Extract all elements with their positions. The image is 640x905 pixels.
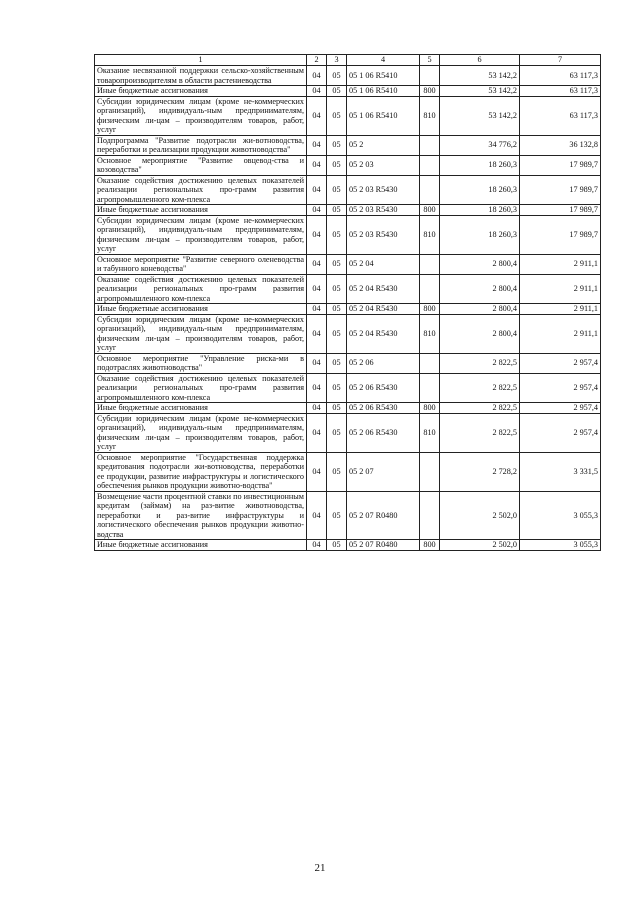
cell-expense-type bbox=[420, 254, 440, 274]
cell-name: Субсидии юридическим лицам (кроме не-коммерческих организаций), индивидуаль-ным предпринимателям, физическим ли-цам – производителям товаров, работ, услуг bbox=[95, 413, 307, 452]
cell-subsection: 05 bbox=[327, 155, 347, 175]
table-row bbox=[95, 403, 601, 414]
cell-section: 04 bbox=[307, 304, 327, 315]
cell-amount-year-2: 63 117,3 bbox=[520, 86, 601, 97]
cell-amount-year-2: 17 989,7 bbox=[520, 155, 601, 175]
cell-amount-year-1: 2 800,4 bbox=[440, 304, 520, 315]
cell-section: 04 bbox=[307, 274, 327, 304]
table-row bbox=[95, 304, 601, 315]
cell-name: Подпрограмма "Развитие подотрасли жи-вотноводства, переработки и реализации продукции животноводства" bbox=[95, 135, 307, 155]
cell-amount-year-1: 2 822,5 bbox=[440, 373, 520, 403]
cell-target-article: 05 2 06 R5430 bbox=[347, 413, 420, 452]
cell-target-article: 05 2 03 bbox=[347, 155, 420, 175]
cell-amount-year-2: 63 117,3 bbox=[520, 96, 601, 135]
cell-expense-type: 800 bbox=[420, 540, 440, 551]
cell-target-article: 05 1 06 R5410 bbox=[347, 66, 420, 86]
cell-section: 04 bbox=[307, 135, 327, 155]
cell-section: 04 bbox=[307, 175, 327, 205]
cell-amount-year-2: 2 957,4 bbox=[520, 403, 601, 414]
cell-amount-year-2: 17 989,7 bbox=[520, 175, 601, 205]
cell-expense-type bbox=[420, 175, 440, 205]
cell-expense-type: 810 bbox=[420, 96, 440, 135]
cell-amount-year-2: 63 117,3 bbox=[520, 66, 601, 86]
cell-amount-year-1: 18 260,3 bbox=[440, 155, 520, 175]
cell-expense-type bbox=[420, 491, 440, 540]
table-body bbox=[95, 66, 601, 551]
header-col-4: 4 bbox=[347, 55, 420, 66]
table-row bbox=[95, 86, 601, 97]
cell-amount-year-2: 2 957,4 bbox=[520, 353, 601, 373]
cell-name: Иные бюджетные ассигнования bbox=[95, 304, 307, 315]
cell-amount-year-2: 2 957,4 bbox=[520, 413, 601, 452]
cell-target-article: 05 1 06 R5410 bbox=[347, 86, 420, 97]
cell-expense-type bbox=[420, 155, 440, 175]
page-number: 21 bbox=[314, 862, 326, 874]
cell-expense-type: 800 bbox=[420, 205, 440, 216]
table-row bbox=[95, 491, 601, 540]
table-row bbox=[95, 274, 601, 304]
cell-name: Иные бюджетные ассигнования bbox=[95, 540, 307, 551]
cell-section: 04 bbox=[307, 540, 327, 551]
cell-target-article: 05 2 bbox=[347, 135, 420, 155]
cell-name: Основное мероприятие "Развитие овцевод-ства и козоводства" bbox=[95, 155, 307, 175]
cell-amount-year-1: 53 142,2 bbox=[440, 66, 520, 86]
cell-target-article: 05 2 04 R5430 bbox=[347, 314, 420, 353]
cell-amount-year-1: 2 822,5 bbox=[440, 353, 520, 373]
cell-amount-year-2: 2 911,1 bbox=[520, 254, 601, 274]
cell-expense-type bbox=[420, 135, 440, 155]
cell-name: Иные бюджетные ассигнования bbox=[95, 403, 307, 414]
cell-section: 04 bbox=[307, 491, 327, 540]
table-row bbox=[95, 540, 601, 551]
cell-name: Возмещение части процентной ставки по инвестиционным кредитам (займам) на раз-витие животноводства, переработки и раз-витие инфраструктуры и логистического обеспечения рынков продукции животно-водства bbox=[95, 491, 307, 540]
cell-name: Оказание содействия достижению целевых показателей реализации региональных про-грамм развития агропромышленного ком-плекса bbox=[95, 373, 307, 403]
cell-name: Основное мероприятие "Управление риска-ми в подотраслях животноводства" bbox=[95, 353, 307, 373]
table-row bbox=[95, 175, 601, 205]
cell-target-article: 05 2 03 R5430 bbox=[347, 175, 420, 205]
cell-section: 04 bbox=[307, 86, 327, 97]
cell-amount-year-2: 2 911,1 bbox=[520, 274, 601, 304]
header-row bbox=[95, 55, 601, 66]
cell-section: 04 bbox=[307, 215, 327, 254]
budget-table bbox=[94, 54, 601, 551]
cell-name: Основное мероприятие "Развитие северного оленеводства и табунного коневодства" bbox=[95, 254, 307, 274]
cell-amount-year-1: 34 776,2 bbox=[440, 135, 520, 155]
cell-section: 04 bbox=[307, 413, 327, 452]
cell-expense-type bbox=[420, 274, 440, 304]
cell-target-article: 05 2 07 R0480 bbox=[347, 540, 420, 551]
cell-subsection: 05 bbox=[327, 314, 347, 353]
cell-target-article: 05 2 06 R5430 bbox=[347, 373, 420, 403]
cell-amount-year-1: 2 822,5 bbox=[440, 413, 520, 452]
cell-subsection: 05 bbox=[327, 205, 347, 216]
cell-amount-year-1: 18 260,3 bbox=[440, 215, 520, 254]
cell-subsection: 05 bbox=[327, 491, 347, 540]
cell-target-article: 05 2 03 R5430 bbox=[347, 215, 420, 254]
cell-section: 04 bbox=[307, 314, 327, 353]
cell-amount-year-1: 2 502,0 bbox=[440, 540, 520, 551]
table-row bbox=[95, 413, 601, 452]
header-col-7: 7 bbox=[520, 55, 601, 66]
cell-target-article: 05 1 06 R5410 bbox=[347, 96, 420, 135]
cell-target-article: 05 2 04 R5430 bbox=[347, 304, 420, 315]
table-row bbox=[95, 215, 601, 254]
cell-section: 04 bbox=[307, 353, 327, 373]
cell-amount-year-1: 2 800,4 bbox=[440, 254, 520, 274]
header-col-1: 1 bbox=[95, 55, 307, 66]
cell-subsection: 05 bbox=[327, 353, 347, 373]
cell-section: 04 bbox=[307, 254, 327, 274]
cell-subsection: 05 bbox=[327, 96, 347, 135]
cell-target-article: 05 2 06 R5430 bbox=[347, 403, 420, 414]
cell-section: 04 bbox=[307, 403, 327, 414]
header-col-2: 2 bbox=[307, 55, 327, 66]
cell-name: Основное мероприятие "Государственная поддержка кредитования подотрасли жи-вотноводства, переработки ее продукции, развитие инфраструктуры и логистического обеспечения рынков продукции животно-водства" bbox=[95, 452, 307, 491]
table-row bbox=[95, 66, 601, 86]
cell-amount-year-1: 18 260,3 bbox=[440, 175, 520, 205]
cell-amount-year-2: 36 132,8 bbox=[520, 135, 601, 155]
header-col-3: 3 bbox=[327, 55, 347, 66]
cell-subsection: 05 bbox=[327, 175, 347, 205]
cell-subsection: 05 bbox=[327, 86, 347, 97]
cell-expense-type bbox=[420, 373, 440, 403]
table-row bbox=[95, 135, 601, 155]
cell-target-article: 05 2 07 bbox=[347, 452, 420, 491]
cell-expense-type: 810 bbox=[420, 413, 440, 452]
cell-section: 04 bbox=[307, 373, 327, 403]
cell-subsection: 05 bbox=[327, 135, 347, 155]
cell-amount-year-2: 2 957,4 bbox=[520, 373, 601, 403]
cell-amount-year-1: 2 728,2 bbox=[440, 452, 520, 491]
cell-expense-type bbox=[420, 353, 440, 373]
cell-subsection: 05 bbox=[327, 304, 347, 315]
cell-section: 04 bbox=[307, 155, 327, 175]
cell-target-article: 05 2 07 R0480 bbox=[347, 491, 420, 540]
cell-subsection: 05 bbox=[327, 403, 347, 414]
cell-amount-year-1: 2 822,5 bbox=[440, 403, 520, 414]
table-row bbox=[95, 452, 601, 491]
cell-amount-year-1: 2 502,0 bbox=[440, 491, 520, 540]
cell-expense-type: 800 bbox=[420, 403, 440, 414]
cell-amount-year-2: 17 989,7 bbox=[520, 215, 601, 254]
header-col-6: 6 bbox=[440, 55, 520, 66]
cell-subsection: 05 bbox=[327, 274, 347, 304]
cell-subsection: 05 bbox=[327, 452, 347, 491]
cell-subsection: 05 bbox=[327, 66, 347, 86]
cell-expense-type bbox=[420, 66, 440, 86]
cell-target-article: 05 2 04 bbox=[347, 254, 420, 274]
cell-expense-type: 810 bbox=[420, 314, 440, 353]
cell-amount-year-2: 3 331,5 bbox=[520, 452, 601, 491]
header-col-5: 5 bbox=[420, 55, 440, 66]
cell-subsection: 05 bbox=[327, 540, 347, 551]
table-row bbox=[95, 205, 601, 216]
cell-target-article: 05 2 06 bbox=[347, 353, 420, 373]
cell-subsection: 05 bbox=[327, 215, 347, 254]
cell-amount-year-1: 53 142,2 bbox=[440, 96, 520, 135]
cell-amount-year-1: 2 800,4 bbox=[440, 274, 520, 304]
cell-name: Субсидии юридическим лицам (кроме не-коммерческих организаций), индивидуаль-ным предпринимателям, физическим ли-цам – производителям товаров, работ, услуг bbox=[95, 314, 307, 353]
cell-amount-year-2: 17 989,7 bbox=[520, 205, 601, 216]
cell-amount-year-1: 53 142,2 bbox=[440, 86, 520, 97]
cell-expense-type: 800 bbox=[420, 304, 440, 315]
cell-section: 04 bbox=[307, 66, 327, 86]
cell-name: Оказание содействия достижению целевых показателей реализации региональных про-грамм развития агропромышленного ком-плекса bbox=[95, 175, 307, 205]
cell-amount-year-2: 2 911,1 bbox=[520, 314, 601, 353]
cell-target-article: 05 2 03 R5430 bbox=[347, 205, 420, 216]
table-row bbox=[95, 373, 601, 403]
cell-amount-year-2: 3 055,3 bbox=[520, 491, 601, 540]
cell-name: Субсидии юридическим лицам (кроме не-коммерческих организаций), индивидуаль-ным предпринимателям, физическим ли-цам – производителям товаров, работ, услуг bbox=[95, 215, 307, 254]
cell-name: Оказание содействия достижению целевых показателей реализации региональных про-грамм развития агропромышленного ком-плекса bbox=[95, 274, 307, 304]
cell-section: 04 bbox=[307, 205, 327, 216]
cell-section: 04 bbox=[307, 96, 327, 135]
cell-name: Оказание несвязанной поддержки сельско-хозяйственным товаропроизводителям в области растениеводства bbox=[95, 66, 307, 86]
cell-amount-year-1: 18 260,3 bbox=[440, 205, 520, 216]
table-header bbox=[95, 55, 601, 66]
cell-name: Иные бюджетные ассигнования bbox=[95, 205, 307, 216]
cell-amount-year-2: 2 911,1 bbox=[520, 304, 601, 315]
cell-target-article: 05 2 04 R5430 bbox=[347, 274, 420, 304]
cell-expense-type: 800 bbox=[420, 86, 440, 97]
table-row bbox=[95, 254, 601, 274]
cell-section: 04 bbox=[307, 452, 327, 491]
cell-name: Иные бюджетные ассигнования bbox=[95, 86, 307, 97]
table-row bbox=[95, 353, 601, 373]
cell-subsection: 05 bbox=[327, 254, 347, 274]
cell-expense-type: 810 bbox=[420, 215, 440, 254]
table-row bbox=[95, 314, 601, 353]
table-row bbox=[95, 155, 601, 175]
cell-name: Субсидии юридическим лицам (кроме не-коммерческих организаций), индивидуаль-ным предпринимателям, физическим ли-цам – производителям товаров, работ, услуг bbox=[95, 96, 307, 135]
cell-amount-year-1: 2 800,4 bbox=[440, 314, 520, 353]
cell-amount-year-2: 3 055,3 bbox=[520, 540, 601, 551]
cell-expense-type bbox=[420, 452, 440, 491]
cell-subsection: 05 bbox=[327, 373, 347, 403]
cell-subsection: 05 bbox=[327, 413, 347, 452]
table-row bbox=[95, 96, 601, 135]
